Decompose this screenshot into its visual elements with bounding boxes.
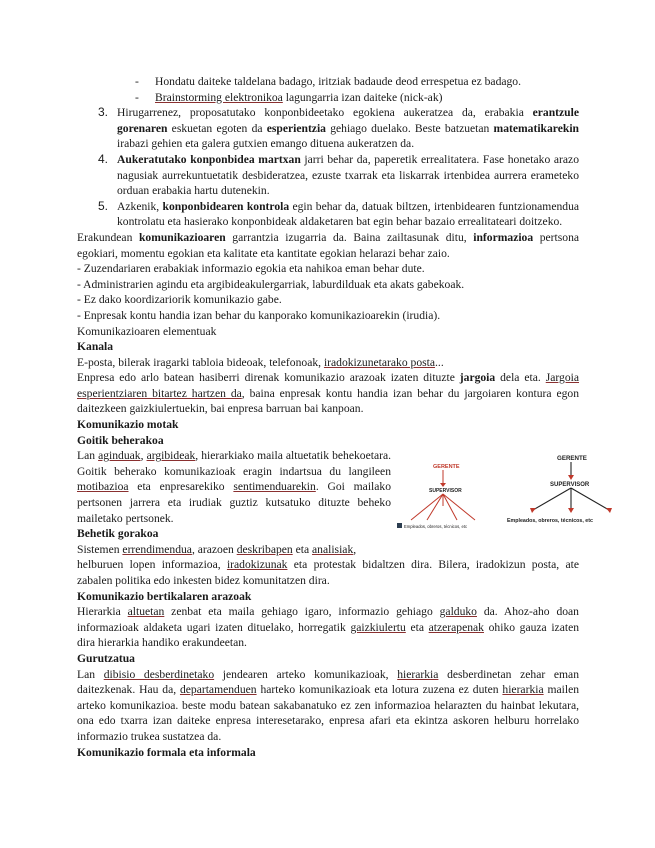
arrow-line [571, 488, 609, 510]
text: gehiago duelako. Beste batzuetan [325, 121, 494, 135]
bold-term: Aukeratutako konponbidea martxan [117, 152, 301, 166]
arrow-head [606, 508, 612, 513]
hierarchy-diagram [395, 450, 635, 534]
left-gerente-label: GERENTE [433, 464, 460, 470]
arrow-head [568, 475, 574, 480]
left-bottom-label: Empleados, obreros, técnicos, etc [404, 524, 468, 529]
bold-term: konponbidearen kontrola [162, 199, 290, 213]
sub-bullet [77, 74, 579, 90]
right-gerente-label: GERENTE [557, 455, 587, 462]
right-hierarchy-figure [507, 455, 612, 524]
text: jarri behar da, paperetik errealitatera. Fase honetako arazo nagusiak aurrekuntuetatik desbideratzea, ezuste txarrak eta liskarrak irtenbidea aurrera erameteko orduan erabakia hartu dutenekin. [117, 152, 579, 198]
person-block [397, 523, 402, 528]
bold-term: esperientzia [266, 121, 326, 135]
problem-line: - Administrarien agindu eta argibideakulergarriak, laburdilduak eta akats gabekoak. [77, 277, 465, 291]
item-number: 3. [98, 105, 109, 120]
formala-heading: Komunikazio formala eta informala [77, 745, 256, 759]
behetik-paragraph: helburuen lopen informazioa, iradokizunak eta protestak bidaltzen dira. Bilera, iradokizun posta, ate zabalen politika edo inkesten bidez komunitatzen dira. [77, 558, 579, 587]
sub-bullet-text: lagungarria izan daiteke (nick-ak) [282, 90, 443, 104]
kanala-heading: Kanala [77, 340, 114, 354]
text: Hirugarrenez, proposatutako konponbideetako egokiena aukeratzea da, erabakia [117, 106, 533, 120]
arrow-line [427, 494, 443, 520]
bold-term: matematikarekin [493, 121, 579, 135]
left-hierarchy-figure [397, 464, 475, 529]
gurutzatua-paragraph: Lan dibisio desberdinetako jendearen arteko komunikazioak, hierarkia desberdinetan zehar eman daitezkenak. Hau da, departamenduen harteko komunikazioak eta lotura zuzena ez duten hierarkia mailen arteko komunikazioa. beste modu batean sakabanatuko ez zen informazioa helarazten du hainbat lekutara, ona edo txarra izan daiteke enpresa interesetarako, enpresa afari eta ekintza askoren helburu horrelako informazio trukea sustatzea da. [77, 667, 580, 743]
kanala-line: E-posta, bilerak iragarki tabloia bideoak, telefonoak, iradokizunetarako posta... [77, 355, 444, 369]
underlined-term: Brainstorming elektronikoa [155, 90, 283, 104]
elements-heading: Komunikazioaren elementuak [77, 324, 217, 338]
intro-paragraph: Erakundean komunikazioaren garrantzia izugarria da. Baina zailtasunak ditu, informazioa pertsona egokiari, momentu egokian eta kalitate eta kantitate egokian helarazi behar zaio. [77, 230, 580, 260]
left-supervisor-label: SUPERVISOR [429, 488, 462, 494]
problem-line: - Ez dako koordizariorik komunikazio gabe. [77, 293, 282, 307]
jargoia-paragraph: Enpresa edo arlo batean hasiberri direnak komunikazio arazoak izaten dituzte jargoia dela eta. Jargoia esperientziaren bitartez hartzen da, baina enpresak kontu handia izan behar du jargoiaren kontura egon daitezkeen gaizkiulertuekin, bai enpresa barruan bai kanpoan. [77, 371, 579, 416]
goitik-paragraph: Lan aginduak, argibideak, hierarkiako maila altuetatik behekoetara. Goitik beherako komunikazioak eragin indartsua du langileen motibazioa eta enpresarekiko sentimenduarekin. Goi mailako pertsonen jarrera eta irudiak guztiz kutsatuko dituzte beheko mailetako pertsonek. [77, 449, 392, 525]
right-supervisor-label: SUPERVISOR [550, 482, 590, 488]
arrow-line [443, 494, 457, 520]
bertikal-paragraph: Hierarkia altuetan zenbat eta maila gehiago igaro, informazio gehiago galduko da. Ahoz-aho doan informazioak aldaketa ugari izaten dituelako, horregatik gaizkiulertu eta atzerapenak ohiko gauza izaten dira hierarkia handiko erakundeetan. [77, 605, 580, 650]
dash-marker: - [135, 90, 139, 104]
behetik-heading: Behetik gorakoa [77, 527, 159, 541]
arrow-line [443, 494, 475, 520]
sub-bullet [77, 90, 579, 106]
numbered-item [77, 199, 579, 230]
goitik-heading: Goitik beherakoa [77, 433, 164, 447]
problem-line: - Zuzendariaren erabakiak informazio egokia eta nahikoa eman behar dute. [77, 262, 425, 276]
document-page [77, 74, 593, 760]
sub-bullet-text: Hondatu daiteke taldelana badago, iritziak badaude deod errespetua ez badago. [155, 75, 522, 88]
arrow-line [411, 494, 443, 520]
motak-heading: Komunikazio motak [77, 418, 179, 432]
text: eskuetan egoten da [167, 121, 267, 135]
problem-line: - Enpresak kontu handia izan behar du kanporako komunikazioarekin (irudia). [77, 308, 441, 322]
behetik-line-1: Sistemen errendimendua, arazoen deskribapen eta analisiak, [77, 542, 357, 556]
arrow-head [440, 483, 446, 487]
right-bottom-label: Empleados, obreros, técnicos, etc [507, 518, 593, 524]
numbered-item [77, 152, 579, 199]
text: egin behar da, datuak biltzen, irtenbidearen funtzionamendua kontrolatu eta hasierako konponbideak aldaketaren bat egin behar bazaio errealitateari doitzeko. [117, 199, 580, 229]
arrow-line [533, 488, 571, 510]
arrow-head [568, 508, 574, 513]
text: irabazi gehien eta galera gutxien emango dituena aukeratzen da. [117, 137, 415, 151]
bertikal-heading: Komunikazio bertikalaren arazoak [77, 589, 252, 603]
item-number: 5. [98, 198, 109, 213]
text: Azkenik, [117, 199, 163, 213]
numbered-item [77, 105, 579, 152]
item-number: 4. [98, 151, 109, 166]
gurutzatua-heading: Gurutzatua [77, 651, 135, 665]
bold-term: erantzule gorenaren [117, 106, 579, 135]
dash-marker: - [135, 75, 139, 88]
arrow-head [530, 508, 536, 513]
